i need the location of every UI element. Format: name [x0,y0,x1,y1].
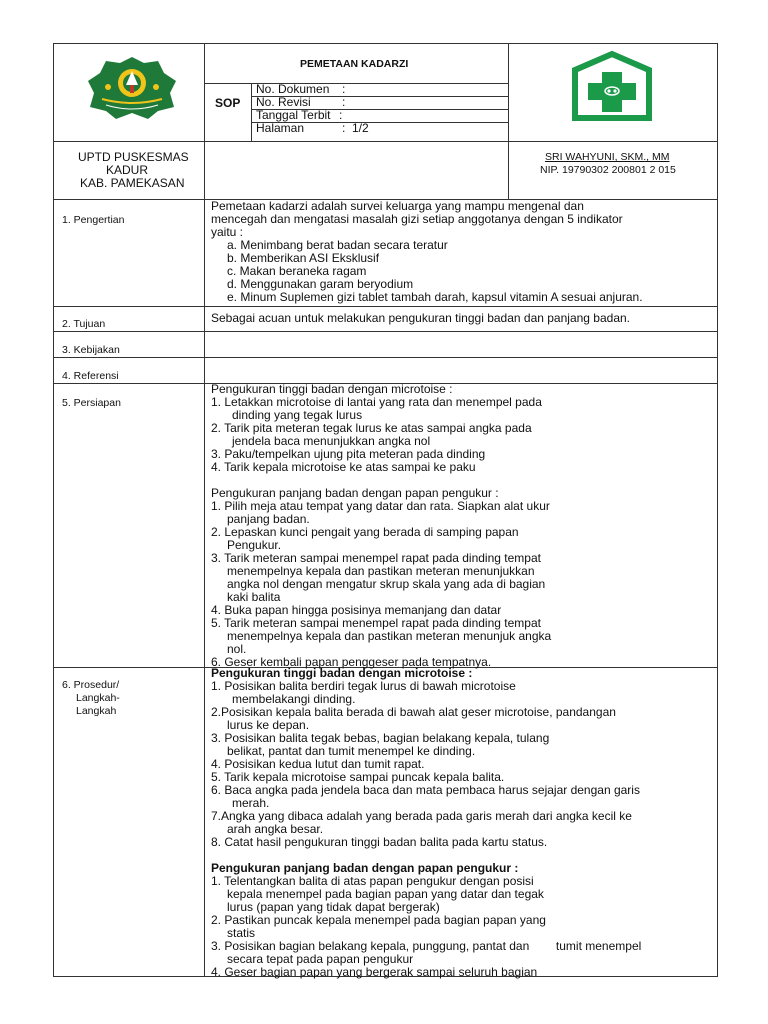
persiapan-step-cont: menempelnya kepala dan pastikan meteran menunjuk angka [227,629,552,643]
doc-field-label: Halaman [256,121,305,135]
prosedur-step: 2.Posisikan kepala balita berada di bawah alat geser microtoise, pandangan [211,705,616,719]
table-divider-right-column [508,43,509,200]
persiapan-content [211,383,711,669]
prosedur-step-cont: membelakangi dinding. [232,692,356,706]
persiapan-step: 4. Buka papan hingga posisinya memanjang dan datar [211,603,502,617]
section-label-prosedur: Langkah [76,705,117,717]
persiapan-step: 1. Letakkan microtoise di lantai yang rata dan menempel pada [211,395,542,409]
prosedur-step: 3. Posisikan balita tegak bebas, bagian belakang kepala, tulang [211,731,550,745]
prosedur-step-cont: kepala menempel pada bagian papan yang datar dan tegak [227,887,544,901]
prosedur-step: 4. Geser bagian papan yang bergerak sampai seluruh bagian [211,965,538,979]
table-border-top [53,43,718,44]
sop-cell-divider [251,83,252,141]
persiapan-step: 2. Tarik pita meteran tegak lurus ke atas sampai angka pada [211,421,532,435]
prosedur-step: 8. Catat hasil pengukuran tinggi badan balita pada kartu status. [211,835,548,849]
doc-field-separator: : [342,82,346,96]
persiapan-step-cont: panjang badan. [227,512,310,526]
prosedur-step: 7.Angka yang dibaca adalah yang berada pada garis merah dari angka kecil ke [211,809,632,823]
doc-field-label: No. Revisi [256,95,311,109]
pengertian-intro-line: mencegah dan mengatasi masalah gizi setiap anggotanya dengan 5 indikator [211,212,623,226]
prosedur-step-cont: belikat, pantat dan tumit menempel ke dinding. [227,744,476,758]
table-divider-label-column [204,43,205,977]
prosedur-step: 5. Tarik kepala microtoise sampai puncak kepala balita. [211,770,505,784]
persiapan-line: Pengukuran panjang badan dengan papan pengukur : [211,486,499,500]
prosedur-step: 2. Pastikan puncak kepala menempel pada bagian papan yang [211,913,546,927]
persiapan-step-cont: nol. [227,642,247,656]
pengertian-indicator: c. Makan beraneka ragam [227,264,367,278]
persiapan-step: 2. Lepaskan kunci pengait yang berada di samping papan [211,525,519,539]
persiapan-step: 6. Geser kembali papan penggeser pada tempatnya. [211,655,492,669]
persiapan-step: 3. Tarik meteran sampai menempel rapat pada dinding tempat [211,551,541,565]
signer-nip: NIP. 19790302 200801 2 015 [540,164,676,176]
prosedur-step-cont: statis [227,926,256,940]
doc-field-separator: : [339,108,343,122]
prosedur-step: 1. Posisikan balita berdiri tegak lurus di bawah microtoise [211,679,516,693]
pengertian-indicator: a. Menimbang berat badan secara teratur [227,238,448,252]
pengertian-indicator: b. Memberikan ASI Eksklusif [227,251,380,265]
prosedur-step: 3. Posisikan bagian belakang kepala, punggung, pantat dan tumit menempel [211,939,642,953]
prosedur-step: 4. Posisikan kedua lutut dan tumit rapat. [211,757,425,771]
sop-label: SOP [215,96,241,110]
doc-field-separator: : [342,121,346,135]
pengertian-content [211,200,711,304]
section-label-prosedur: 6. Prosedur/ [62,679,120,691]
pamekasan-emblem-logo [86,55,178,121]
persiapan-step: 5. Tarik meteran sampai menempel rapat pada dinding tempat [211,616,541,630]
pengertian-indicator: d. Menggunakan garam beryodium [227,277,414,291]
pengertian-intro-line: yaitu : [211,225,244,239]
doc-field-value: 1/2 [352,121,369,135]
persiapan-step: 3. Paku/tempelkan ujung pita meteran pada dinding [211,447,486,461]
pengertian-intro-line: Pemetaan kadarzi adalah survei keluarga yang mampu mengenal dan [211,199,584,213]
prosedur-step-cont: lurus ke depan. [227,718,310,732]
prosedur-step-cont: secara tepat pada papan pengukur [227,952,414,966]
persiapan-step-cont: kaki balita [227,590,281,604]
section-label-kebijakan: 3. Kebijakan [62,344,120,356]
prosedur-step-cont: arah angka besar. [227,822,324,836]
persiapan-line: Pengukuran tinggi badan dengan microtoise : [211,382,453,396]
puskesmas-logo [571,50,653,122]
table-border-pengertian-bottom [53,306,718,307]
document-title: PEMETAAN KADARZI [300,58,409,70]
org-name: KAB. PAMEKASAN [80,176,185,190]
prosedur-step-cont: lurus (papan yang tidak dapat bergerak) [227,900,440,914]
doc-field-separator: : [342,95,346,109]
persiapan-step-cont: Pengukur. [227,538,282,552]
persiapan-step-cont: menempelnya kepala dan pastikan meteran menunjukkan [227,564,535,578]
section-label-referensi: 4. Referensi [62,370,119,382]
doc-field-label: No. Dokumen [256,82,330,96]
persiapan-step-cont: jendela baca menunjukkan angka nol [232,434,431,448]
signer-name: SRI WAHYUNI, SKM., MM [545,151,670,163]
prosedur-heading: Pengukuran tinggi badan dengan microtoise : [211,666,473,680]
table-border-tujuan-bottom [53,331,718,332]
table-border-header-bottom [53,141,718,142]
persiapan-step-cont: angka nol dengan mengatur skrup skala yang ada di bagian [227,577,546,591]
org-name: UPTD PUSKESMAS [78,150,189,164]
pengertian-indicator: e. Minum Suplemen gizi tablet tambah darah, kapsul vitamin A sesuai anjuran. [227,290,643,304]
section-label-pengertian: 1. Pengertian [62,214,125,226]
org-name: KADUR [106,163,149,177]
prosedur-step: 6. Baca angka pada jendela baca dan mata pembaca harus sejajar dengan garis [211,783,640,797]
table-border-kebijakan-bottom [53,357,718,358]
table-border-left [53,43,54,977]
persiapan-step: 1. Pilih meja atau tempat yang datar dan rata. Siapkan alat ukur [211,499,550,513]
section-label-persiapan: 5. Persiapan [62,397,121,409]
table-border-right [717,43,718,977]
doc-field-label: Tanggal Terbit [256,108,331,122]
prosedur-content [211,667,711,979]
tujuan-text: Sebagai acuan untuk melakukan pengukuran tinggi badan dan panjang badan. [211,311,631,325]
title-row-bottom [204,83,508,84]
prosedur-heading: Pengukuran panjang badan dengan papan pengukur : [211,861,519,875]
persiapan-step: 4. Tarik kepala microtoise ke atas sampai ke paku [211,460,476,474]
section-label-tujuan: 2. Tujuan [62,318,106,330]
prosedur-step-cont: merah. [232,796,270,810]
persiapan-step-cont: dinding yang tegak lurus [232,408,363,422]
prosedur-step: 1. Telentangkan balita di atas papan pengukur dengan posisi [211,874,534,888]
section-label-prosedur: Langkah- [76,692,120,704]
